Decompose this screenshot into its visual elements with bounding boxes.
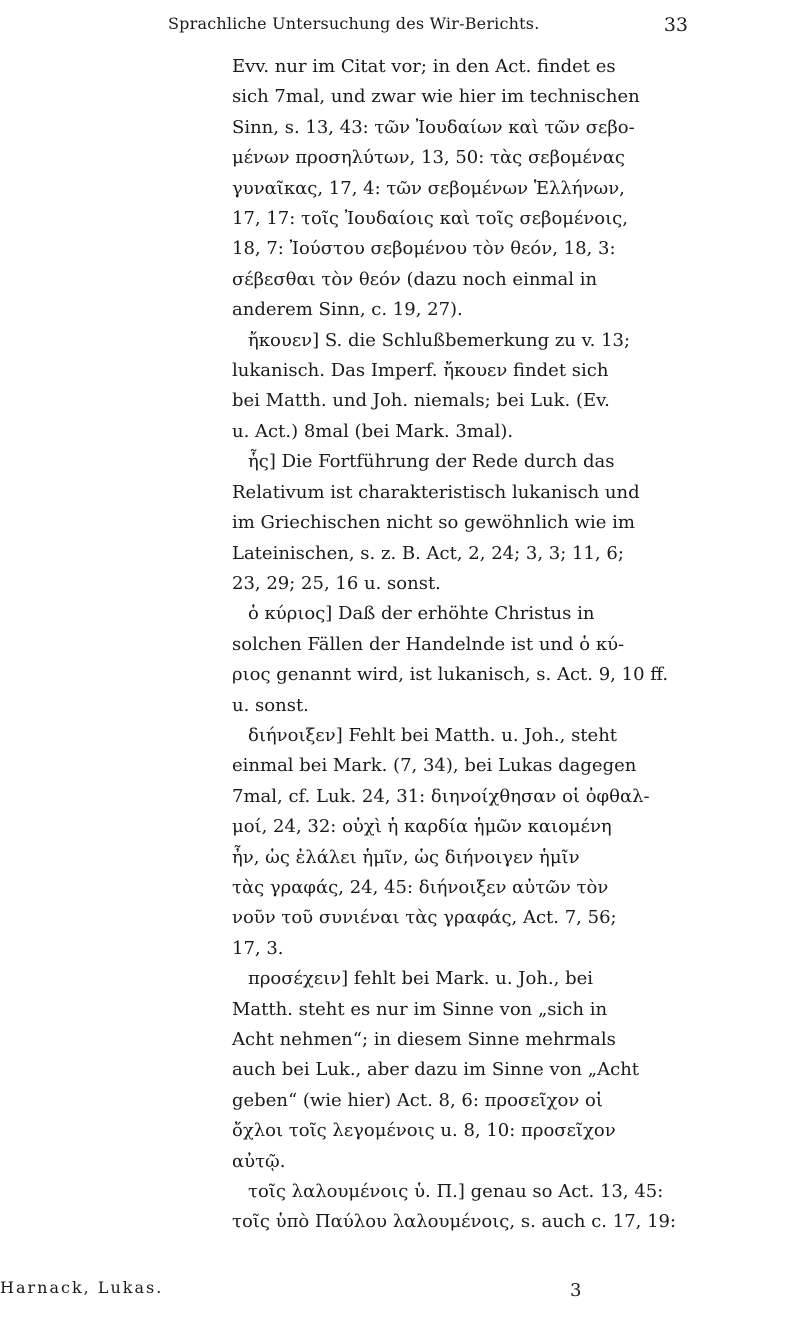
- text-line: ἦν, ὡς ἐλάλει ἡμῖν, ὡς διήνοιγεν ἡμῖν: [232, 846, 580, 868]
- text-line: γυναῖκας, 17, 4: τῶν σεβομένων Ἑλλήνων,: [232, 177, 625, 199]
- paragraph: [232, 52, 702, 326]
- text-line: 7mal, cf. Luk. 24, 31: διηνοίχθησαν οἱ ὀφθαλ-: [232, 785, 650, 807]
- text-line: u. Act.) 8mal (bei Mark. 3mal).: [232, 420, 514, 442]
- text-line: Evv. nur im Citat vor; in den Act. findet es: [232, 56, 616, 77]
- paragraph: [232, 721, 702, 964]
- text-line: προσέχειν] fehlt bei Mark. u. Joh., bei: [248, 968, 594, 990]
- text-line: μοί, 24, 32: οὐχὶ ἡ καρδία ἡμῶν καιομένη: [232, 816, 612, 838]
- body-text: [232, 52, 702, 1238]
- text-line: μένων προσηλύτων, 13, 50: τὰς σεβομένας: [232, 147, 626, 169]
- text-line: bei Matth. und Joh. niemals; bei Luk. (Ev.: [232, 390, 610, 412]
- paragraph: [232, 447, 702, 599]
- paragraph: [232, 964, 702, 1177]
- text-line: anderem Sinn, c. 19, 27).: [232, 299, 463, 321]
- text-line: sich 7mal, und zwar wie hier im technischen: [232, 86, 640, 108]
- text-line: τοῖς ὑπὸ Παύλου λαλουμένοις, s. auch c. 17, 19:: [232, 1211, 677, 1233]
- text-line: geben“ (wie hier) Act. 8, 6: προσεῖχον οἱ: [232, 1089, 603, 1111]
- text-line: Sinn, s. 13, 43: τῶν Ἰουδαίων καὶ τῶν σεβο-: [232, 116, 635, 138]
- text-line: ἧς] Die Fortführung der Rede durch das: [248, 451, 615, 473]
- sheet-number: 3: [570, 1280, 582, 1301]
- text-line: Matth. steht es nur im Sinne von „sich in: [232, 998, 608, 1020]
- text-line: σέβεσθαι τὸν θεόν (dazu noch einmal in: [232, 268, 598, 290]
- page-number: 33: [663, 14, 688, 36]
- text-line: Relativum ist charakteristisch lukanisch und: [232, 481, 640, 503]
- paragraph: [232, 599, 702, 721]
- text-line: einmal bei Mark. (7, 34), bei Lukas dagegen: [232, 755, 637, 777]
- paragraph: [232, 326, 702, 448]
- text-line: αὐτῷ.: [232, 1150, 286, 1172]
- text-line: ἤκουεν] S. die Schlußbemerkung zu v. 13;: [248, 329, 631, 351]
- text-line: 17, 3.: [232, 937, 284, 959]
- text-line: 18, 7: Ἰούστου σεβομένου τὸν θεόν, 18, 3:: [232, 238, 616, 260]
- text-line: νοῦν τοῦ συνιέναι τὰς γραφάς, Act. 7, 56;: [232, 907, 617, 929]
- text-line: auch bei Luk., aber dazu im Sinne von „Acht: [232, 1059, 640, 1081]
- text-line: 23, 29; 25, 16 u. sonst.: [232, 572, 441, 594]
- text-line: ὁ κύριος] Daß der erhöhte Christus in: [248, 603, 595, 625]
- running-head: Sprachliche Untersuchung des Wir-Berichts.: [168, 14, 540, 33]
- text-line: τὰς γραφάς, 24, 45: διήνοιξεν αὐτῶν τὸν: [232, 876, 609, 898]
- text-line: solchen Fällen der Handelnde ist und ὁ κύ-: [232, 633, 625, 655]
- text-line: ὄχλοι τοῖς λεγομένοις u. 8, 10: προσεῖχον: [232, 1120, 616, 1142]
- text-line: im Griechischen nicht so gewöhnlich wie im: [232, 512, 635, 534]
- text-line: u. sonst.: [232, 694, 309, 716]
- text-line: Acht nehmen“; in diesem Sinne mehrmals: [232, 1029, 616, 1050]
- text-line: Lateinischen, s. z. B. Act, 2, 24; 3, 3; 11, 6;: [232, 542, 624, 564]
- text-line: ριος genannt wird, ist lukanisch, s. Act. 9, 10 ff.: [232, 664, 669, 686]
- paragraph: [232, 1177, 702, 1238]
- text-line: 17, 17: τοῖς Ἰουδαίοις καὶ τοῖς σεβομένοις,: [232, 208, 628, 230]
- text-line: διήνοιξεν] Fehlt bei Matth. u. Joh., steht: [248, 724, 618, 746]
- text-line: τοῖς λαλουμένοις ὑ. Π.] genau so Act. 13, 45:: [248, 1181, 664, 1203]
- text-line: lukanisch. Das Imperf. ἤκουεν findet sich: [232, 360, 609, 382]
- footer-signature: Harnack, Lukas.: [0, 1278, 164, 1297]
